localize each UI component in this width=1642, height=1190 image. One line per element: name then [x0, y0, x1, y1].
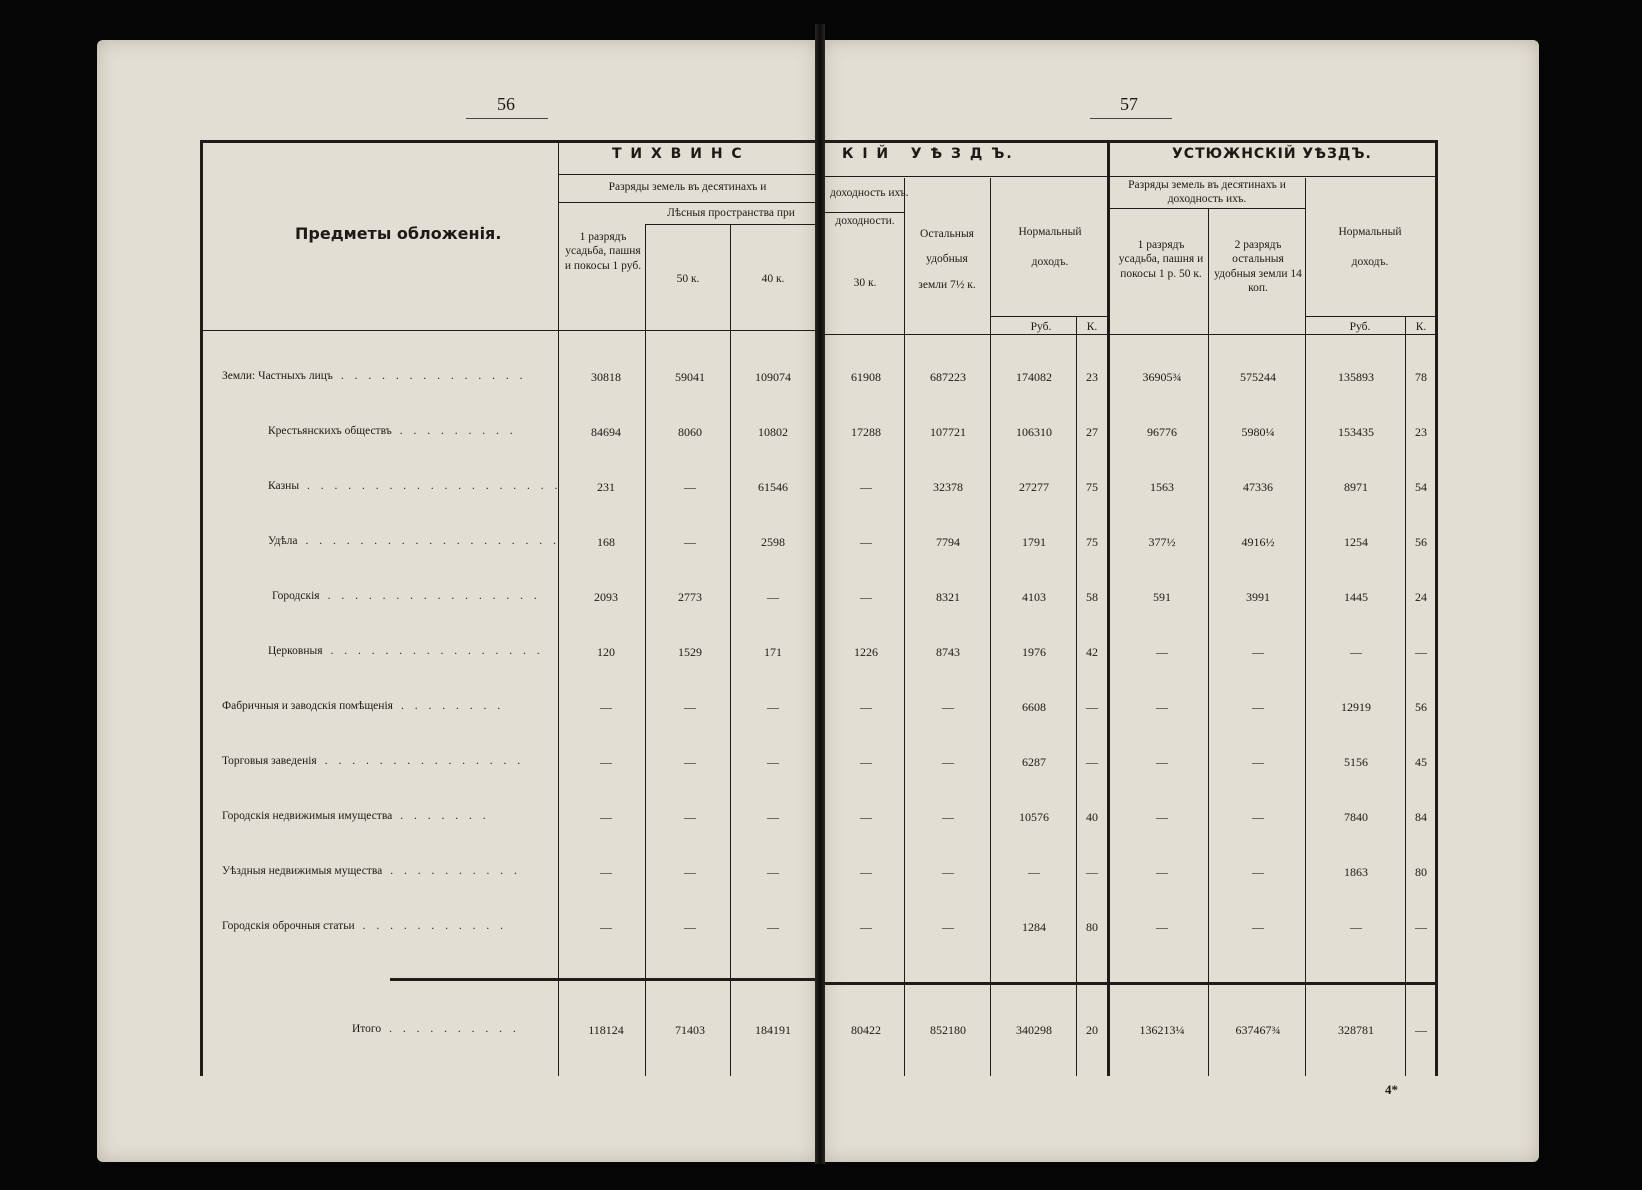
total-cell: —: [1415, 1023, 1427, 1037]
column-rule: [730, 224, 731, 1076]
leader-dots: . . . . . . . . . . . . . . . .: [330, 645, 544, 657]
header-rule: [825, 212, 904, 213]
signature-mark: 4*: [1385, 1082, 1398, 1097]
ust-kop-heading: К.: [1415, 321, 1427, 333]
page-number-right: 57: [1120, 94, 1138, 114]
tikh-rub-heading: Руб.: [1030, 321, 1052, 333]
table-cell: —: [860, 865, 872, 879]
tikh-col3-heading: 40 к.: [761, 273, 785, 285]
table-cell: —: [942, 865, 954, 879]
district-band-left: Т И Х В И Н С: [612, 146, 744, 162]
row-label: [222, 920, 507, 932]
table-cell: —: [1350, 645, 1362, 659]
table-cell: 120: [597, 645, 615, 659]
table-cell: —: [942, 810, 954, 824]
ust-categories-heading: Разряды земель въ десятинахъ и доходность ихъ.: [1128, 179, 1286, 206]
total-cell: 80422: [851, 1023, 881, 1037]
table-cell: 1976: [1022, 645, 1046, 659]
total-rule: [390, 978, 815, 981]
column-rule: [1208, 208, 1209, 1076]
table-cell: 80: [1415, 865, 1427, 879]
table-cell: —: [600, 755, 612, 769]
header-rule: [1107, 176, 1437, 177]
ust-norm-heading: Нормальный доходъ.: [1338, 226, 1402, 268]
column-rule: [1405, 316, 1406, 1076]
column-rule: [990, 178, 991, 1076]
table-cell: 8971: [1344, 480, 1368, 494]
table-cell: —: [600, 920, 612, 934]
table-cell: 109074: [755, 370, 791, 384]
tikh-norm-heading: Нормальный доходъ.: [1018, 226, 1082, 268]
row-label-text: Торговыя заведенія: [222, 755, 317, 767]
table-top-rule: [200, 140, 815, 143]
tikh-col1-heading: 1 разрядъ усадьба, пашня и покосы 1 руб.: [564, 231, 642, 272]
row-label-text: Городскія недвижимыя имущества: [222, 810, 393, 822]
table-cell: 40: [1086, 810, 1098, 824]
table-cell: —: [1156, 755, 1168, 769]
table-cell: —: [684, 535, 696, 549]
table-cell: —: [684, 480, 696, 494]
leader-dots: . . . . . . . . . .: [389, 1023, 520, 1035]
table-cell: 171: [764, 645, 782, 659]
total-row-label: [352, 1023, 520, 1035]
leader-dots: . . . . . . .: [400, 810, 490, 822]
table-cell: 174082: [1016, 370, 1052, 384]
row-label-text: Фабричныя и заводскія помѣщенія: [222, 700, 393, 712]
table-cell: 591: [1153, 590, 1171, 604]
table-cell: 1254: [1344, 535, 1368, 549]
district-band-middle: К І Й У Ѣ З Д Ъ.: [842, 146, 1014, 162]
table-cell: 8321: [936, 590, 960, 604]
total-cell: 328781: [1338, 1023, 1374, 1037]
tikh-kop-heading: К.: [1086, 321, 1098, 333]
table-top-rule: [825, 140, 1437, 143]
header-rule: [558, 174, 815, 175]
table-cell: 42: [1086, 645, 1098, 659]
table-cell: 27277: [1019, 480, 1049, 494]
table-cell: —: [1252, 865, 1264, 879]
table-cell: 4916½: [1241, 535, 1275, 549]
table-cell: 84694: [591, 425, 621, 439]
table-cell: 6608: [1022, 700, 1046, 714]
leader-dots: . . . . . . . .: [400, 700, 505, 712]
row-label-text: Городскія: [272, 590, 320, 602]
row-label: [268, 645, 544, 657]
table-cell: —: [1156, 645, 1168, 659]
total-rule: [825, 982, 1437, 985]
row-label-text: Городскія оброчныя статьи: [222, 920, 355, 932]
table-cell: 575244: [1240, 370, 1276, 384]
table-cell: 27: [1086, 425, 1098, 439]
district-rule: [1107, 140, 1110, 1076]
table-cell: 6287: [1022, 755, 1046, 769]
table-cell: —: [684, 865, 696, 879]
table-left-rule: [200, 140, 203, 1076]
table-cell: —: [684, 920, 696, 934]
table-cell: 2598: [761, 535, 785, 549]
table-cell: 3991: [1246, 590, 1270, 604]
table-cell: 7840: [1344, 810, 1368, 824]
row-label: [268, 425, 517, 437]
tikh-income-heading: доходность ихъ.: [830, 187, 909, 199]
ust-col1-heading: 1 разрядъ усадьба, пашня и покосы 1 р. 50 к.: [1118, 239, 1204, 280]
tikh-col5-heading: Остальныя удобныя земли 7½ к.: [918, 228, 976, 291]
row-label-text: Итого: [352, 1023, 382, 1035]
row-label: [222, 755, 524, 767]
table-cell: 78: [1415, 370, 1427, 384]
page-number-rule: [466, 118, 548, 119]
header-bottom-rule: [200, 330, 815, 331]
table-cell: 54: [1415, 480, 1427, 494]
table-cell: 1445: [1344, 590, 1368, 604]
ust-rub-heading: Руб.: [1349, 321, 1371, 333]
table-cell: 1284: [1022, 920, 1046, 934]
table-cell: 4103: [1022, 590, 1046, 604]
table-cell: —: [1252, 920, 1264, 934]
leader-dots: . . . . . . . . . . . . . . . .: [327, 590, 541, 602]
table-cell: 231: [597, 480, 615, 494]
row-label-text: Уѣздныя недвижимыя мущества: [222, 865, 383, 877]
table-cell: —: [684, 810, 696, 824]
table-cell: 1529: [678, 645, 702, 659]
table-cell: —: [860, 755, 872, 769]
table-cell: —: [860, 535, 872, 549]
leader-dots: . . . . . . . . . . .: [362, 920, 507, 932]
leader-dots: . . . . . . . . . . . . . . . . . . .: [307, 480, 562, 492]
tikh-col2-heading: 50 к.: [676, 273, 700, 285]
table-cell: —: [1252, 810, 1264, 824]
total-cell: 136213¼: [1139, 1023, 1185, 1037]
table-cell: —: [860, 480, 872, 494]
table-cell: —: [860, 590, 872, 604]
table-cell: —: [767, 590, 779, 604]
table-cell: 56: [1415, 535, 1427, 549]
table-cell: 96776: [1147, 425, 1177, 439]
table-cell: —: [1415, 920, 1427, 934]
table-cell: —: [1415, 645, 1427, 659]
table-cell: 75: [1086, 480, 1098, 494]
tikh-forest-heading: Лѣсныя пространства при: [667, 207, 795, 219]
tikh-categories-heading: Разряды земель въ десятинахъ и: [608, 181, 767, 193]
table-cell: 17288: [851, 425, 881, 439]
total-cell: 184191: [755, 1023, 791, 1037]
page-number-rule: [1090, 118, 1172, 119]
table-cell: 61908: [851, 370, 881, 384]
row-label: [222, 700, 504, 712]
table-cell: 8743: [936, 645, 960, 659]
leader-dots: . . . . . . . . . .: [390, 865, 521, 877]
column-rule: [1305, 178, 1306, 1076]
table-cell: —: [600, 810, 612, 824]
table-cell: 56: [1415, 700, 1427, 714]
leader-dots: . . . . . . . . . . . . . . . . . . .: [305, 535, 560, 547]
table-cell: 24: [1415, 590, 1427, 604]
table-cell: —: [1252, 755, 1264, 769]
total-cell: 852180: [930, 1023, 966, 1037]
leader-dots: . . . . . . . . . . . . . .: [340, 370, 527, 382]
table-cell: —: [684, 755, 696, 769]
table-cell: 168: [597, 535, 615, 549]
table-cell: —: [767, 700, 779, 714]
table-cell: 58: [1086, 590, 1098, 604]
table-cell: 84: [1415, 810, 1427, 824]
header-rule: [1305, 316, 1435, 317]
table-cell: 23: [1086, 370, 1098, 384]
tikh-col4-heading: 30 к.: [853, 277, 877, 289]
table-cell: 2773: [678, 590, 702, 604]
table-cell: —: [1252, 645, 1264, 659]
table-cell: 59041: [675, 370, 705, 384]
table-cell: —: [1156, 810, 1168, 824]
table-right-rule: [1435, 140, 1438, 1076]
table-cell: —: [1156, 920, 1168, 934]
table-cell: —: [942, 920, 954, 934]
row-label: [222, 810, 490, 822]
row-label-text: Крестьянскихъ обществъ: [268, 425, 392, 437]
table-cell: 30818: [591, 370, 621, 384]
row-label-text: Земли: Частныхъ лицъ: [222, 370, 333, 382]
table-cell: 32378: [933, 480, 963, 494]
table-cell: 135893: [1338, 370, 1374, 384]
table-cell: 61546: [758, 480, 788, 494]
total-cell: 20: [1086, 1023, 1098, 1037]
header-rule: [558, 202, 815, 203]
table-cell: —: [942, 700, 954, 714]
table-cell: —: [1086, 700, 1098, 714]
table-cell: 80: [1086, 920, 1098, 934]
table-cell: 75: [1086, 535, 1098, 549]
header-rule: [990, 316, 1107, 317]
row-label-text: Удѣла: [268, 535, 298, 547]
table-cell: 5156: [1344, 755, 1368, 769]
table-cell: 7794: [936, 535, 960, 549]
table-cell: —: [1086, 865, 1098, 879]
total-cell: 118124: [588, 1023, 624, 1037]
table-cell: 2093: [594, 590, 618, 604]
table-cell: —: [767, 920, 779, 934]
table-cell: —: [1252, 700, 1264, 714]
table-cell: —: [860, 810, 872, 824]
header-rule: [825, 176, 1107, 177]
table-cell: 687223: [930, 370, 966, 384]
row-label-text: Казны: [268, 480, 300, 492]
table-cell: 1791: [1022, 535, 1046, 549]
row-label-text: Церковныя: [268, 645, 323, 657]
table-cell: 1863: [1344, 865, 1368, 879]
table-cell: 47336: [1243, 480, 1273, 494]
table-cell: —: [767, 810, 779, 824]
table-cell: —: [942, 755, 954, 769]
table-cell: 12919: [1341, 700, 1371, 714]
table-cell: —: [684, 700, 696, 714]
table-cell: —: [860, 920, 872, 934]
table-cell: 23: [1415, 425, 1427, 439]
table-cell: —: [860, 700, 872, 714]
row-label: [268, 480, 561, 492]
row-label: [222, 370, 526, 382]
table-cell: 107721: [930, 425, 966, 439]
district-band-right: УСТЮЖНСКІЙ УѢЗДЪ.: [1172, 146, 1372, 162]
table-cell: —: [767, 865, 779, 879]
table-cell: 45: [1415, 755, 1427, 769]
table-cell: —: [1156, 865, 1168, 879]
table-cell: 106310: [1016, 425, 1052, 439]
leader-dots: . . . . . . . . . . . . . . .: [324, 755, 525, 767]
table-cell: 1226: [854, 645, 878, 659]
column-rule: [645, 224, 646, 1076]
header-rule: [645, 224, 815, 225]
table-cell: —: [767, 755, 779, 769]
table-cell: 10576: [1019, 810, 1049, 824]
table-cell: —: [1086, 755, 1098, 769]
leader-dots: . . . . . . . . .: [399, 425, 517, 437]
table-cell: 5980¼: [1241, 425, 1275, 439]
total-cell: 340298: [1016, 1023, 1052, 1037]
row-label: [222, 865, 521, 877]
column-rule: [904, 178, 905, 1076]
table-cell: 10802: [758, 425, 788, 439]
table-cell: —: [1156, 700, 1168, 714]
header-rule: [1107, 208, 1305, 209]
total-cell: 71403: [675, 1023, 705, 1037]
table-cell: 377½: [1148, 535, 1176, 549]
total-cell: 637467¾: [1235, 1023, 1281, 1037]
table-cell: 36905¾: [1142, 370, 1182, 384]
book-gutter: [815, 24, 825, 1164]
table-cell: —: [600, 700, 612, 714]
column-rule: [558, 140, 559, 1076]
subject-heading: Предметы обложенія.: [295, 224, 502, 243]
row-label: [272, 590, 541, 602]
table-cell: 153435: [1338, 425, 1374, 439]
table-cell: —: [1350, 920, 1362, 934]
table-cell: —: [600, 865, 612, 879]
table-cell: 8060: [678, 425, 702, 439]
column-rule: [1076, 316, 1077, 1076]
table-cell: —: [1028, 865, 1040, 879]
row-label: [268, 535, 560, 547]
tikh-income-sub-heading: доходности.: [835, 215, 895, 227]
ust-col2-heading: 2 разрядъ остальныя удобныя земли 14 коп.: [1214, 239, 1302, 295]
table-cell: 1563: [1150, 480, 1174, 494]
page-number-left: 56: [497, 94, 515, 114]
